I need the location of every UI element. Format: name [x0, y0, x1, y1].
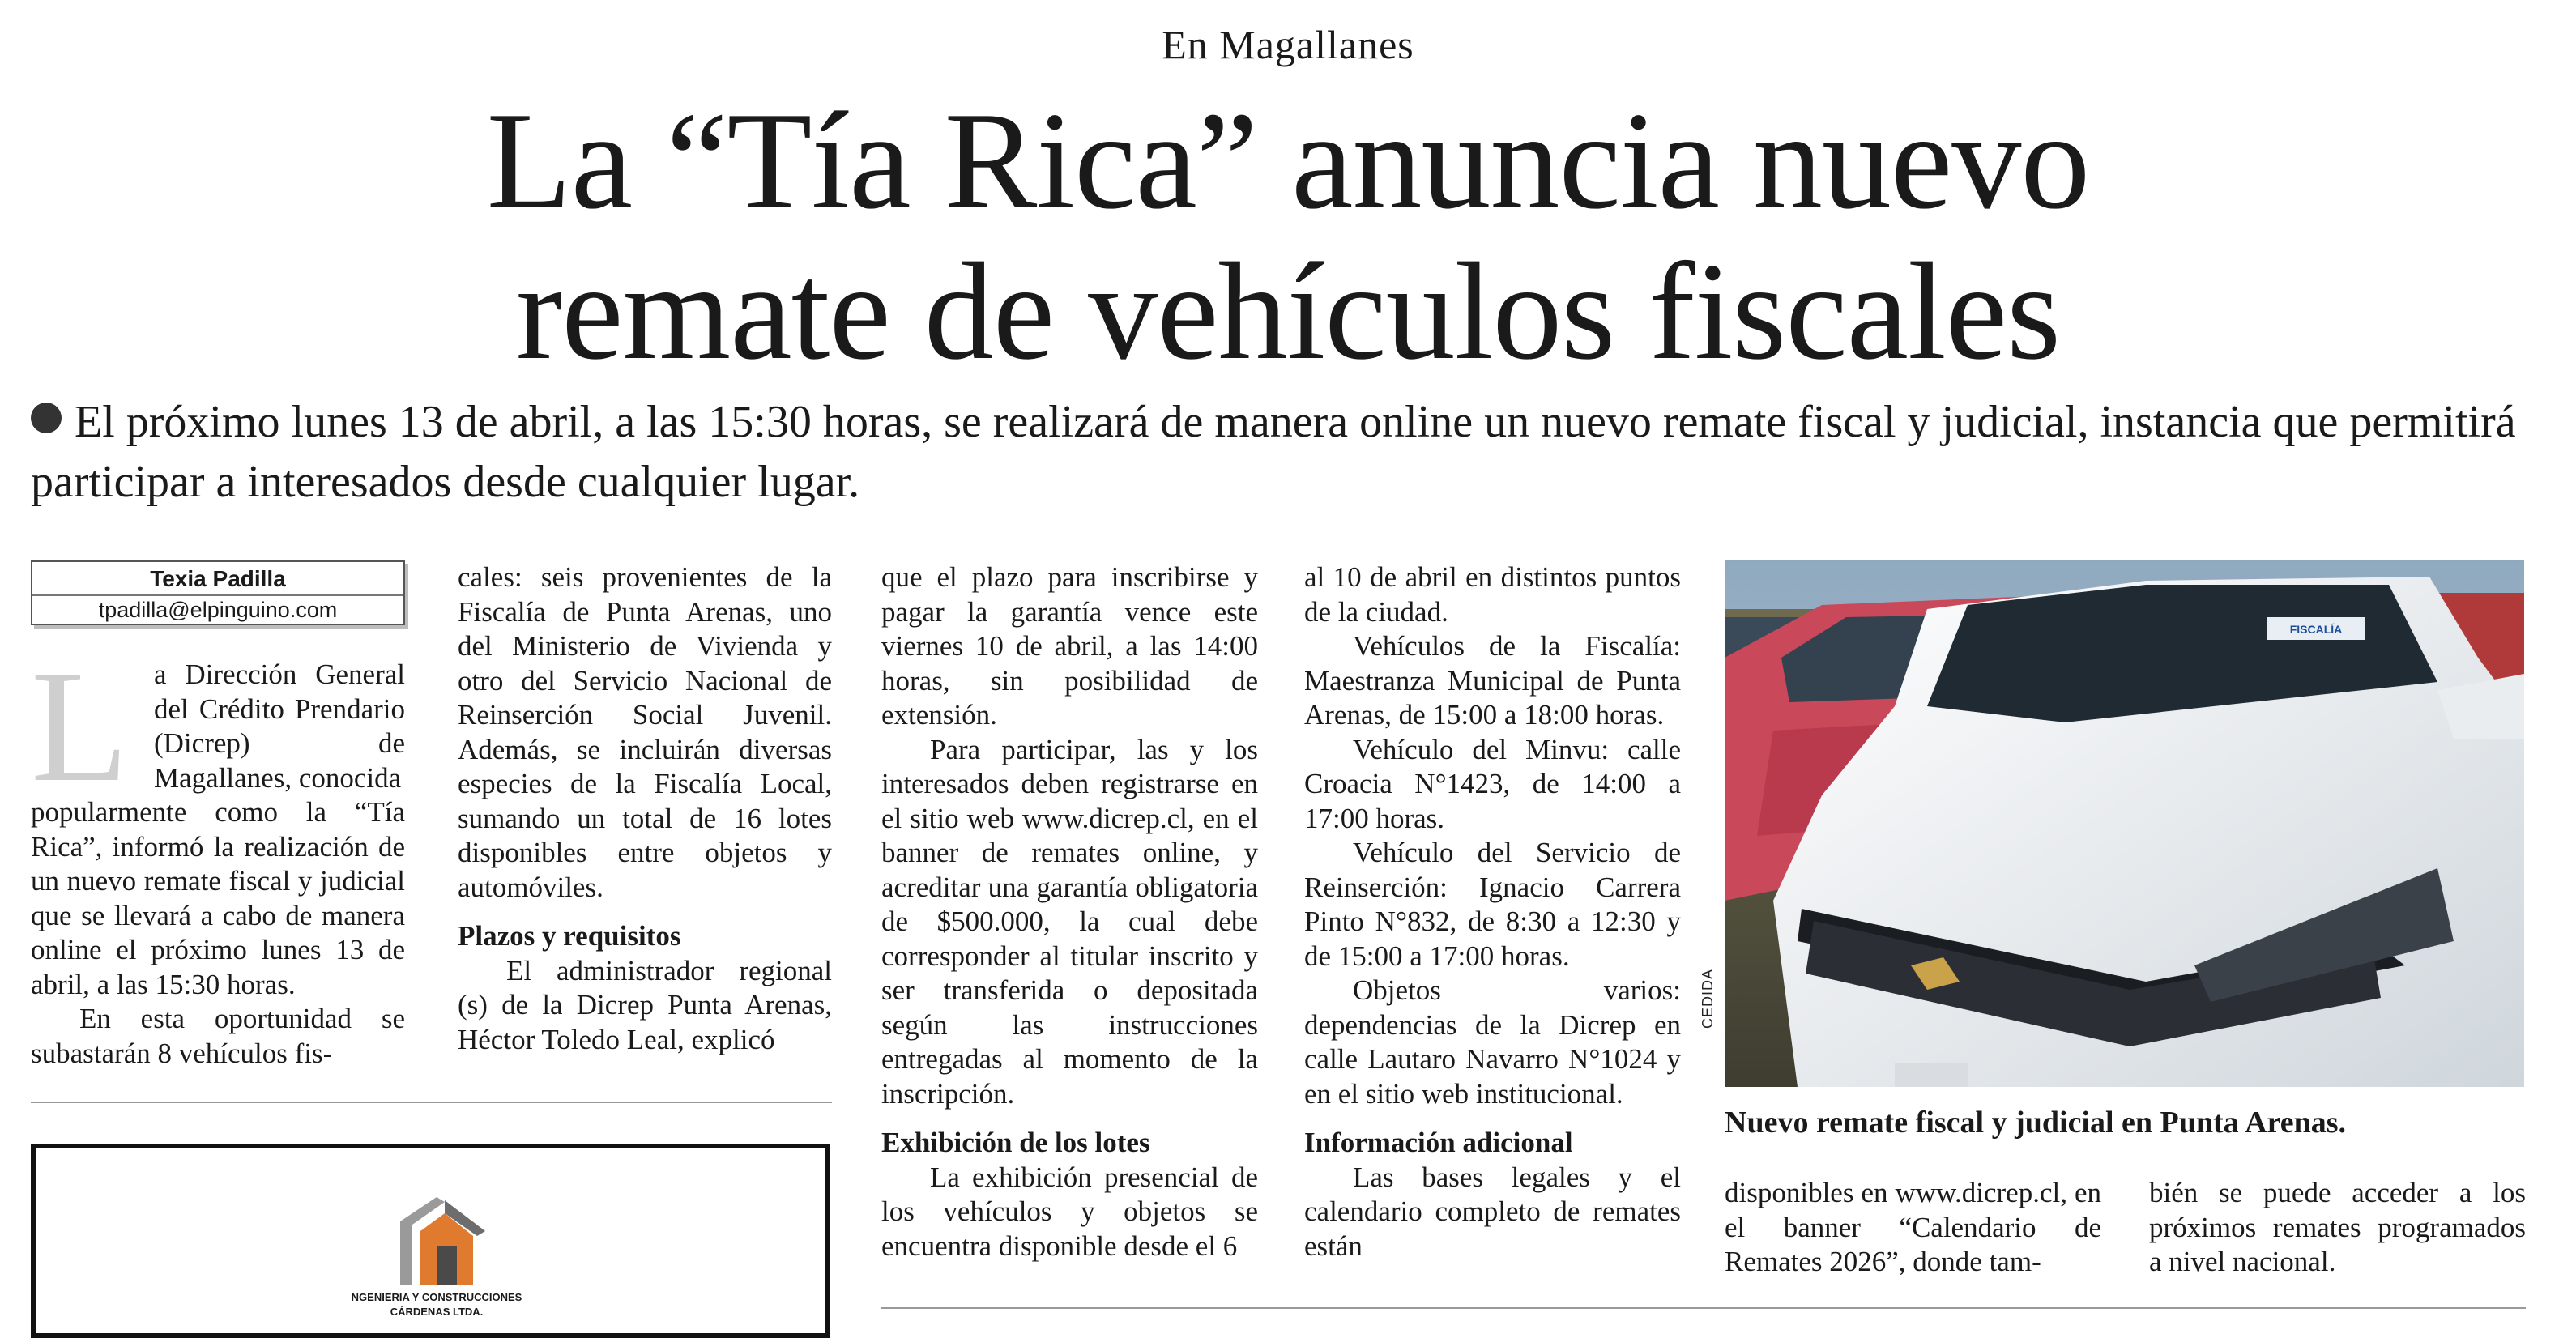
kicker: En Magallanes: [1162, 22, 1414, 67]
column-3-paragraph-2: Para participar, las y los interesados deben registrarse en el sitio web www.dicrep.cl, en el banner de remates online, y acreditar una garantía obligatoria de $500.000, la cual debe corresponder al titular inscrito y ser transferida o depositada según las instrucciones entregadas al momento de la inscripción.: [881, 733, 1258, 1110]
column-1-dropcap-text: [154, 658, 405, 795]
column-5-paragraph-1: disponibles en www.dicrep.cl, en el banner “Calendario de Remates 2026”, donde tam-: [1725, 1177, 2101, 1277]
byline-author: Texia Padilla: [32, 564, 403, 596]
column-5: [1725, 1176, 2101, 1280]
photo-caption: Nuevo remate fiscal y judicial en Punta Arenas.: [1725, 1106, 2346, 1140]
column-1-paragraph-2: En esta oportunidad se subastarán 8 vehículos fis-: [31, 1003, 405, 1069]
column-2-paragraph-2: El administrador regional (s) de la Dicrep Punta Arenas, Héctor Toledo Leal, explicó: [458, 954, 832, 1055]
column-4-paragraph-1: al 10 de abril en distintos puntos de la ciudad.: [1304, 561, 1681, 628]
subhead-exhibicion: Exhibición de los lotes: [881, 1127, 1150, 1158]
column-divider-rule: [31, 1102, 832, 1103]
column-6: [2149, 1176, 2526, 1280]
column-6-paragraph-1: bién se puede acceder a los próximos remates programados a nivel nacional.: [2149, 1177, 2526, 1277]
column-4-paragraph-5: Objetos varios: dependencias de la Dicrep en calle Lautaro Navarro N°1024 y en el sitio web institucional.: [1304, 974, 1681, 1110]
byline-email: tpadilla@elpinguino.com: [98, 598, 338, 622]
byline-box: [31, 560, 405, 625]
column-4-paragraph-3: Vehículo del Minvu: calle Croacia N°1423, de 14:00 a 17:00 horas.: [1304, 733, 1681, 834]
ad-company-line-2: CÁRDENAS LTDA.: [390, 1306, 484, 1318]
headline: [0, 86, 2576, 387]
column-2-paragraph-1: cales: seis provenientes de la Fiscalía de Punta Arenas, uno del Ministerio de Vivienda y otro del Servicio Nacional de Reinserción Social Juvenil. Además, se incluirán diversas especies de la Fiscalía Local, sumando un total de 16 lotes disponibles entre objetos y automóviles.: [458, 561, 832, 903]
house-logo-icon: [343, 1189, 530, 1286]
column-3: [881, 560, 1258, 1263]
column-1-paragraph-1-start: a Dirección General del Crédito Prendario (Dicrep) de Magallanes, conocida: [154, 658, 405, 794]
headline-line-1: La “Tía Rica” anuncia nuevo: [486, 84, 2090, 238]
subhead-plazos: Plazos y requisitos: [458, 920, 681, 952]
advertisement-box: [31, 1144, 830, 1338]
bullet-dot-icon: [31, 403, 62, 433]
column-4: [1304, 560, 1681, 1263]
column-3-paragraph-1: que el plazo para inscribirse y pagar la garantía vence este viernes 10 de abril, a las 14:00 horas, sin posibilidad de extensión.: [881, 561, 1258, 731]
column-4-paragraph-6: Las bases legales y el calendario completo de remates están: [1304, 1161, 1681, 1262]
windshield-sticker-text: FISCALÍA: [2289, 623, 2343, 636]
bottom-rule: [881, 1307, 2526, 1309]
article-photo: [1725, 560, 2524, 1087]
photo-credit: CEDIDA: [1700, 968, 1716, 1029]
column-4-paragraph-2: Vehículos de la Fiscalía: Maestranza Municipal de Punta Arenas, de 15:00 a 18:00 horas.: [1304, 630, 1681, 731]
column-1: [31, 795, 405, 1071]
column-2: [458, 560, 832, 1057]
ad-company-line-1: NGENIERIA Y CONSTRUCCIONES: [351, 1291, 522, 1303]
headline-line-2: remate de vehículos fiscales: [515, 235, 2061, 389]
subhead-informacion: Información adicional: [1304, 1127, 1573, 1158]
column-1-paragraph-1-rest: popularmente como la “Tía Rica”, informó la realización de un nuevo remate fiscal y judicial que se llevará a cabo de manera online el próximo lunes 13 de abril, a las 15:30 horas.: [31, 796, 405, 1000]
drop-cap: L: [31, 637, 129, 815]
car-photo-illustration: [1725, 560, 2524, 1087]
lead-text: El próximo lunes 13 de abril, a las 15:30 horas, se realizará de manera online un nuevo remate fiscal y judicial, instancia que permitirá participar a interesados desde cualquier lugar.: [31, 397, 2516, 507]
column-4-paragraph-4: Vehículo del Servicio de Reinserción: Ignacio Carrera Pinto N°832, de 8:30 a 12:30 y de 15:00 a 17:00 horas.: [1304, 837, 1681, 972]
lead-paragraph: [31, 392, 2542, 512]
ad-logo: [343, 1189, 530, 1327]
column-3-paragraph-3: La exhibición presencial de los vehículos y objetos se encuentra disponible desde el 6: [881, 1161, 1258, 1262]
